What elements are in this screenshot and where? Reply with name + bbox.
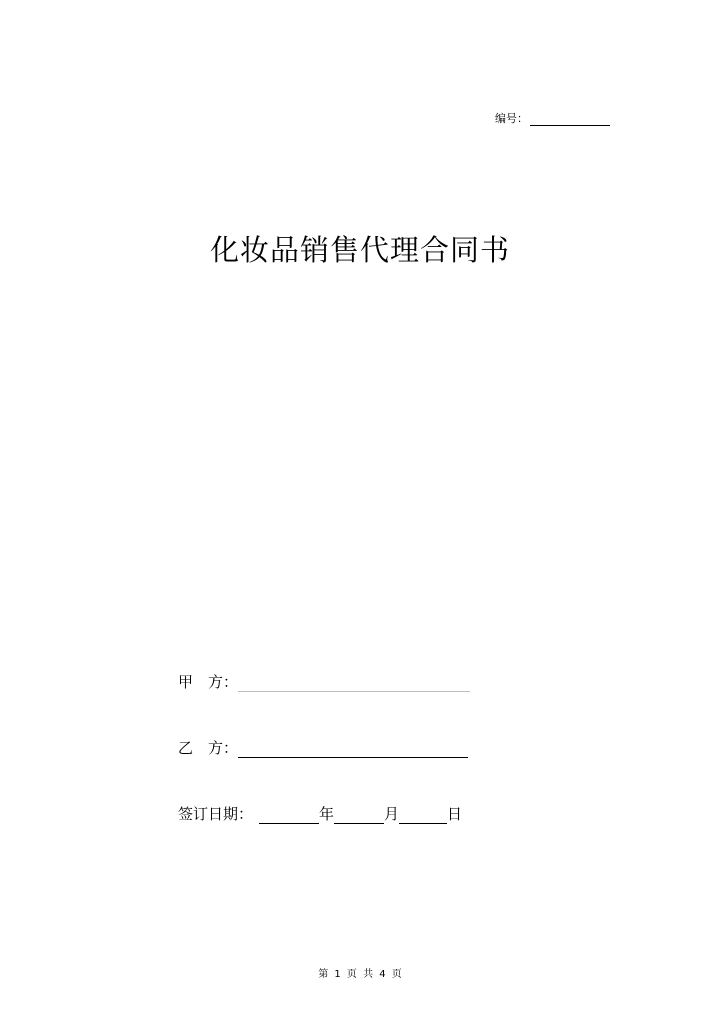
month-blank[interactable] xyxy=(334,807,384,824)
signing-date-field xyxy=(178,803,462,824)
party-b-blank[interactable] xyxy=(238,741,468,758)
page-number-footer: 第 1 页 共 4 页 xyxy=(318,969,402,980)
party-a-field xyxy=(178,671,470,692)
party-b-field xyxy=(178,737,468,758)
year-blank[interactable] xyxy=(259,807,319,824)
contract-number-blank[interactable] xyxy=(530,113,610,126)
party-a-blank[interactable] xyxy=(238,675,470,692)
year-label: 年 xyxy=(319,805,335,823)
month-label: 月 xyxy=(384,805,400,823)
party-b-label: 乙 方： xyxy=(178,739,239,757)
day-label: 日 xyxy=(447,805,463,823)
day-blank[interactable] xyxy=(399,807,447,824)
contract-number-field xyxy=(495,110,610,126)
document-title: 化妆品销售代理合同书 xyxy=(209,233,510,267)
contract-number-label: 编号： xyxy=(495,112,528,125)
party-a-label: 甲 方： xyxy=(178,673,239,691)
signing-date-label: 签订日期： xyxy=(178,805,254,823)
